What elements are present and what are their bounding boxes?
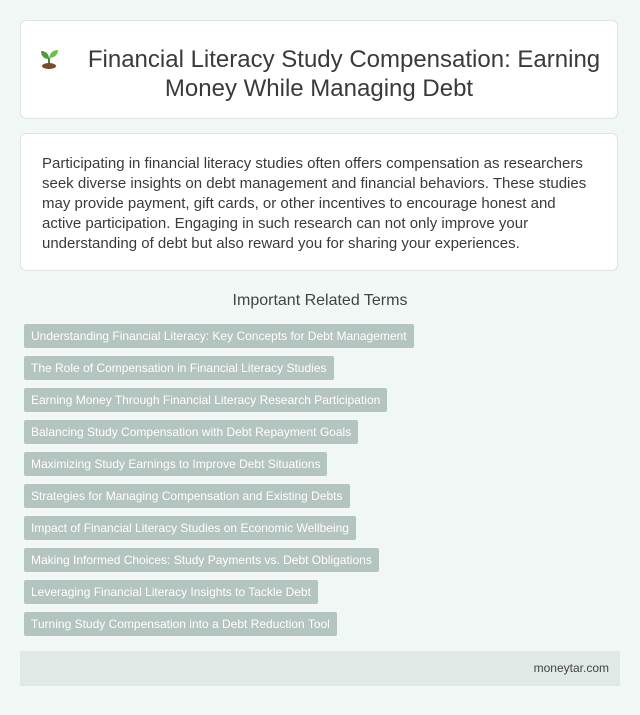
term-chip[interactable]: Impact of Financial Literacy Studies on Economic Wellbeing: [24, 516, 356, 540]
footer: [20, 651, 620, 686]
term-chip[interactable]: Leveraging Financial Literacy Insights to Tackle Debt: [24, 580, 318, 604]
intro-card: [20, 133, 618, 271]
title-card: [20, 20, 618, 119]
title-wrap: [21, 45, 617, 103]
term-chip[interactable]: Maximizing Study Earnings to Improve Debt Situations: [24, 452, 327, 476]
intro-paragraph: Participating in financial literacy studies often offers compensation as researchers seek diverse insights on debt management and financial behaviors. These studies may provide payment, gift cards, or other incentives to encourage honest and active participation. Engaging in such research can not only improve your understanding of debt but also reward you for sharing your experiences.: [42, 155, 587, 252]
page-title: Financial Literacy Study Compensation: Earning Money While Managing Debt: [87, 46, 601, 102]
term-chip[interactable]: Balancing Study Compensation with Debt Repayment Goals: [24, 420, 358, 444]
related-terms-heading: Important Related Terms: [232, 292, 408, 309]
term-chip[interactable]: Earning Money Through Financial Literacy Research Participation: [24, 388, 387, 412]
term-chip[interactable]: Strategies for Managing Compensation and Existing Debts: [24, 484, 350, 508]
footer-site-link[interactable]: moneytar.com: [533, 661, 609, 675]
term-chip[interactable]: Making Informed Choices: Study Payments vs. Debt Obligations: [24, 548, 379, 572]
sprout-icon: [38, 47, 60, 69]
term-chip[interactable]: The Role of Compensation in Financial Literacy Studies: [24, 356, 334, 380]
related-terms-list: [24, 324, 414, 644]
term-chip[interactable]: Turning Study Compensation into a Debt Reduction Tool: [24, 612, 337, 636]
term-chip[interactable]: Understanding Financial Literacy: Key Concepts for Debt Management: [24, 324, 414, 348]
